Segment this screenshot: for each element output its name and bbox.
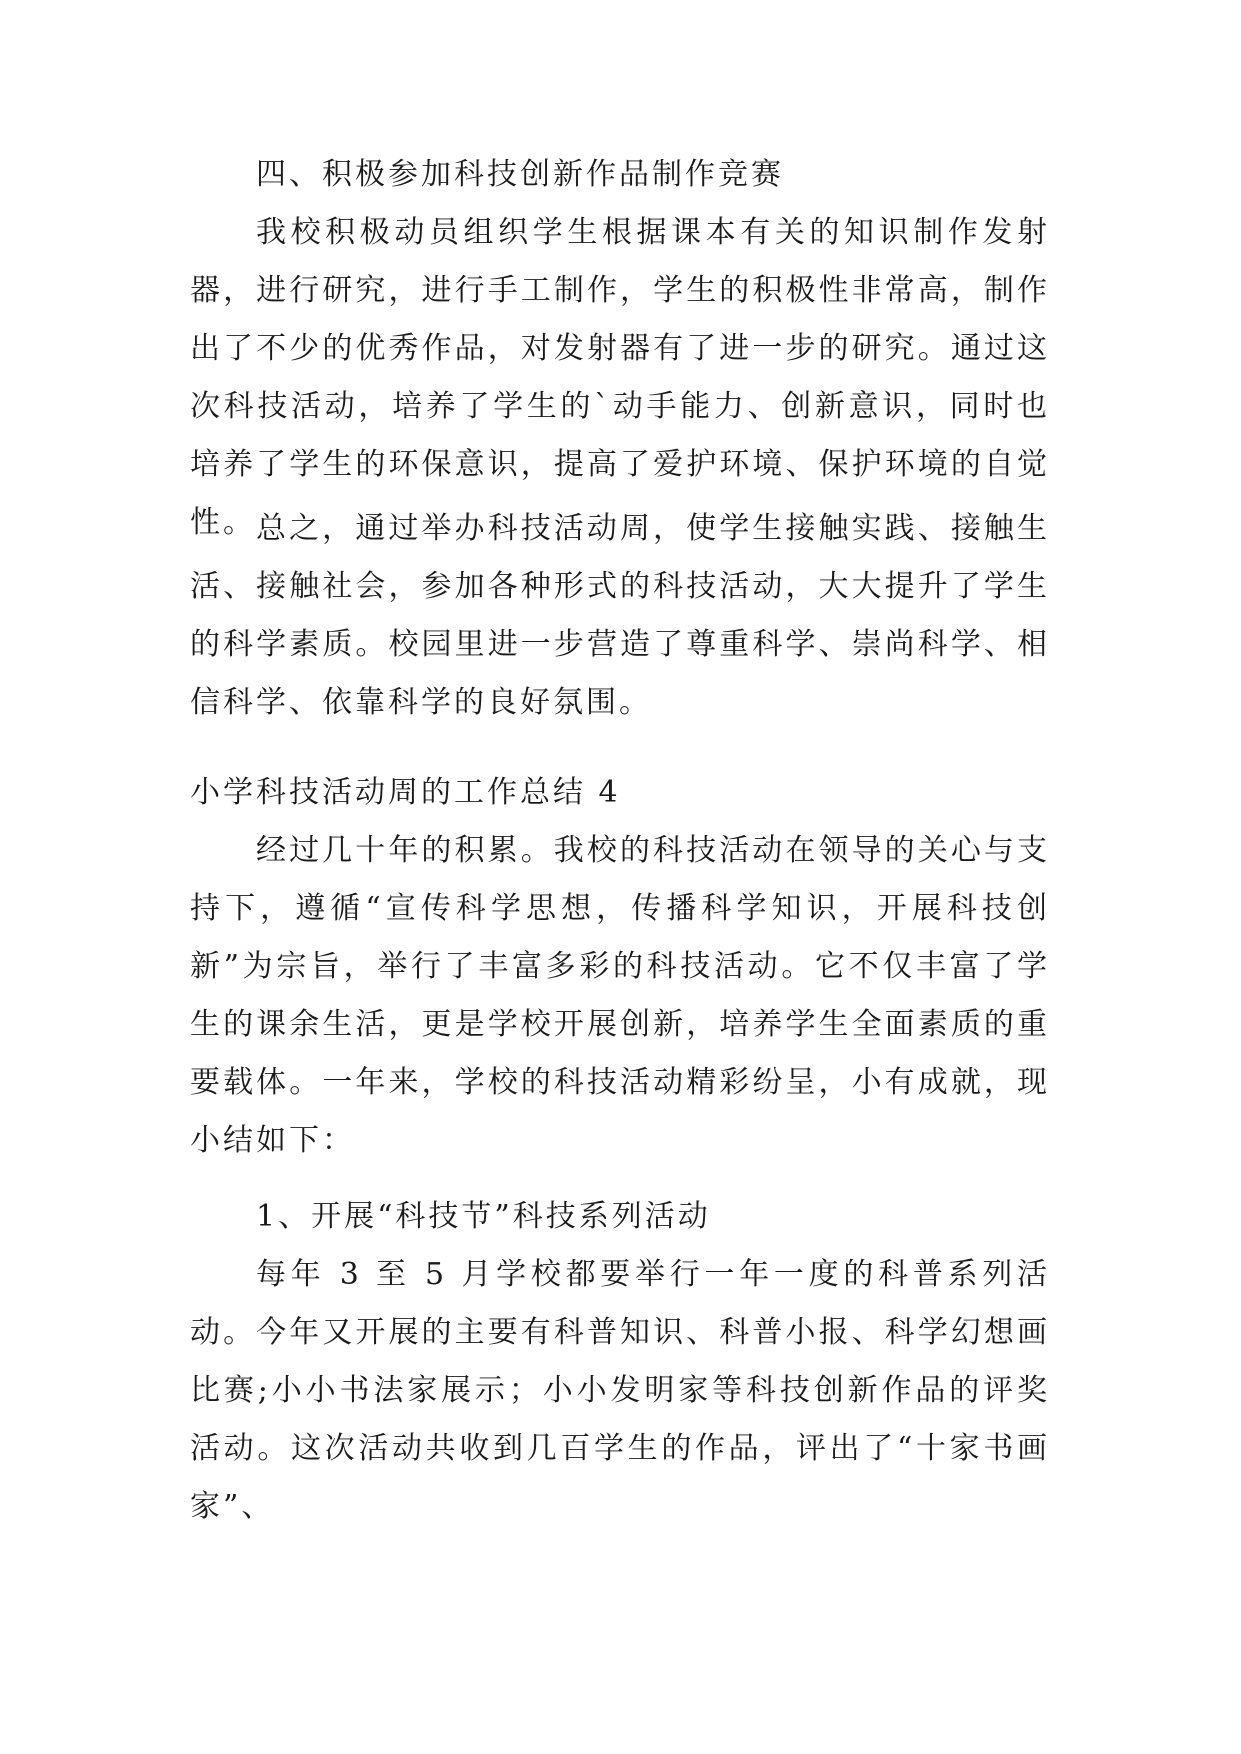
- summary-title: 小学科技活动周的工作总结 4: [190, 775, 621, 810]
- section-4-paragraph-2: 总之，通过举办科技活动周，使学生接触实践、接触生活、接触社会，参加各种形式的科技活动，大大提升了学生的科学素质。校园里进一步营造了尊重科学、崇尚科学、相信科学、依靠科学的良好氛围。: [190, 511, 1050, 720]
- item-1-paragraph: 每年 3 至 5 月学校都要举行一年一度的科普系列活动。今年又开展的主要有科普知识、科普小报、科学幻想画比赛;小小书法家展示；小小发明家等科技创新作品的评奖活动。这次活动共收到几百学生的作品，评出了“十家书画家”、: [190, 1257, 1050, 1524]
- section-4-paragraph-1: 我校积极动员组织学生根据课本有关的知识制作发射器，进行研究，进行手工制作，学生的积极性非常高，制作出了不少的优秀作品，对发射器有了进一步的研究。通过这次科技活动，培养了学生的`动手能力、创新意识，同时也培养了学生的环保意识，提高了爱护环境、保护环境的自觉性。: [190, 215, 1050, 540]
- section-heading-4: 四、积极参加科技创新作品制作竞赛: [256, 157, 784, 192]
- summary-paragraph-1: 经过几十年的积累。我校的科技活动在领导的关心与支持下，遵循“宣传科学思想，传播科学知识，开展科技创新”为宗旨，举行了丰富多彩的科技活动。它不仅丰富了学生的课余生活，更是学校开展创新，培养学生全面素质的重要载体。一年来，学校的科技活动精彩纷呈，小有成就，现小结如下：: [190, 833, 1050, 1158]
- item-1-heading: 1、开展“科技节”科技系列活动: [256, 1199, 711, 1234]
